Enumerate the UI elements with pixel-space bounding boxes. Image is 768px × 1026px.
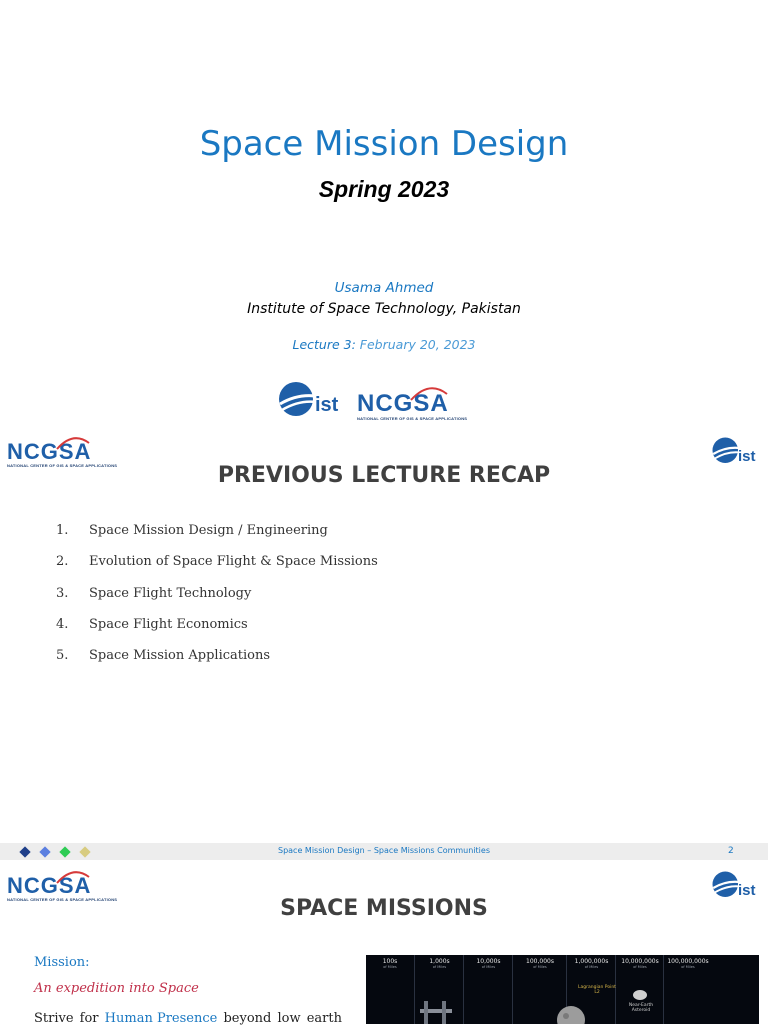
distance-column-sub: of Miles: [584, 965, 599, 969]
distance-column-head: 100,000s: [526, 958, 554, 965]
list-item-text: Evolution of Space Flight & Space Missions: [89, 554, 378, 570]
list-item-number: 2.: [56, 554, 69, 570]
distance-column-head: 1,000,000s: [574, 958, 609, 965]
slide3-ncgsa-logo-text: NCGSA: [7, 873, 92, 898]
ncgsa-logo-caption: NATIONAL CENTER OF GIS & SPACE APPLICATIONS: [357, 416, 468, 421]
slide2-ncgsa-orbit-icon: [55, 434, 91, 454]
slide2-ist-globe-icon: [711, 436, 741, 466]
slide2-ist-logo-text: ist: [738, 448, 756, 465]
distance-column-sub: of Miles: [481, 965, 496, 969]
list-item: [56, 586, 378, 617]
list-item: [56, 554, 378, 585]
distance-column-head: 1,000s: [429, 958, 450, 965]
slide3-ncgsa-logo-caption: NATIONAL CENTER OF GIS & SPACE APPLICATIONS: [7, 897, 118, 902]
asteroid-label: Near-Earth Asteroid: [628, 1003, 654, 1013]
distance-column-sub: of Miles: [383, 965, 397, 969]
lecture-info: [0, 337, 768, 352]
distance-column-sub: of Miles: [633, 965, 647, 969]
distance-column-head: 100s: [382, 958, 398, 965]
ncgsa-orbit-icon: [409, 384, 449, 406]
slide1-subtitle: Spring 2023: [318, 176, 450, 202]
ncgsa-logo: [357, 384, 497, 424]
slide3-ist-logo-text: ist: [738, 882, 756, 899]
recap-list: [56, 523, 378, 679]
space-station-icon: [416, 995, 456, 1024]
ncgsa-logo-text: NCGSA: [357, 390, 449, 417]
distance-column-sub: of Miles: [432, 965, 447, 969]
distance-column-head: 10,000,000s: [621, 958, 659, 965]
slide1-title: Space Mission Design: [199, 124, 569, 164]
ist-logo-text: ist: [315, 394, 339, 416]
author-name: Usama Ahmed: [334, 280, 434, 296]
institute-name: Institute of Space Technology, Pakistan: [247, 301, 521, 317]
body-word: Strive: [34, 1011, 74, 1026]
body-word: beyond: [223, 1011, 272, 1026]
mission-label: Mission:: [34, 955, 90, 970]
distance-column-sub: of Miles: [533, 965, 547, 969]
lagrange-label: Lagrangian Point L2: [578, 985, 616, 995]
distance-column: [366, 955, 414, 1024]
moon-icon: [556, 1005, 586, 1024]
missions-title: SPACE MISSIONS: [280, 896, 488, 921]
distance-column-head: 100,000,000s: [667, 958, 709, 965]
list-item-text: Space Mission Design / Engineering: [89, 523, 328, 538]
ist-logo: [277, 380, 349, 422]
list-item: [56, 617, 378, 648]
distance-column: [663, 955, 712, 1024]
body-highlight: Human Presence: [104, 1011, 218, 1026]
list-item: [56, 648, 378, 679]
ist-globe-icon: [277, 380, 317, 420]
slide2-ncgsa-logo-text: NCGSA: [7, 439, 92, 464]
body-word: low: [277, 1011, 301, 1026]
list-item-number: 3.: [56, 585, 69, 601]
list-item: [56, 523, 378, 554]
mission-subtitle: An expedition into Space: [34, 981, 199, 996]
footer-text: Space Mission Design – Space Missions Communities: [278, 846, 490, 855]
slide2-ncgsa-logo-caption: NATIONAL CENTER OF GIS & SPACE APPLICATIONS: [7, 463, 118, 468]
list-item-text: Space Flight Technology: [89, 585, 252, 601]
distance-scale-graphic: [366, 955, 759, 1024]
list-item-number: 1.: [56, 523, 69, 538]
distance-column: [463, 955, 513, 1024]
list-item-text: Space Mission Applications: [89, 648, 271, 664]
distance-column-sub: of Miles: [681, 965, 695, 969]
recap-title: PREVIOUS LECTURE RECAP: [217, 463, 551, 488]
list-item-text: Space Flight Economics: [89, 616, 248, 632]
body-word: for: [79, 1011, 99, 1026]
distance-column-head: 10,000s: [476, 958, 501, 965]
body-word: earth: [306, 1011, 342, 1026]
lecture-date: February 20, 2023: [359, 337, 476, 352]
lecture-label: Lecture 3:: [292, 337, 356, 352]
list-item-number: 5.: [56, 648, 69, 664]
asteroid-icon: [632, 989, 648, 1001]
page-number: 2: [728, 846, 734, 856]
slide3-ncgsa-orbit-icon: [55, 868, 91, 888]
list-item-number: 4.: [56, 616, 69, 632]
